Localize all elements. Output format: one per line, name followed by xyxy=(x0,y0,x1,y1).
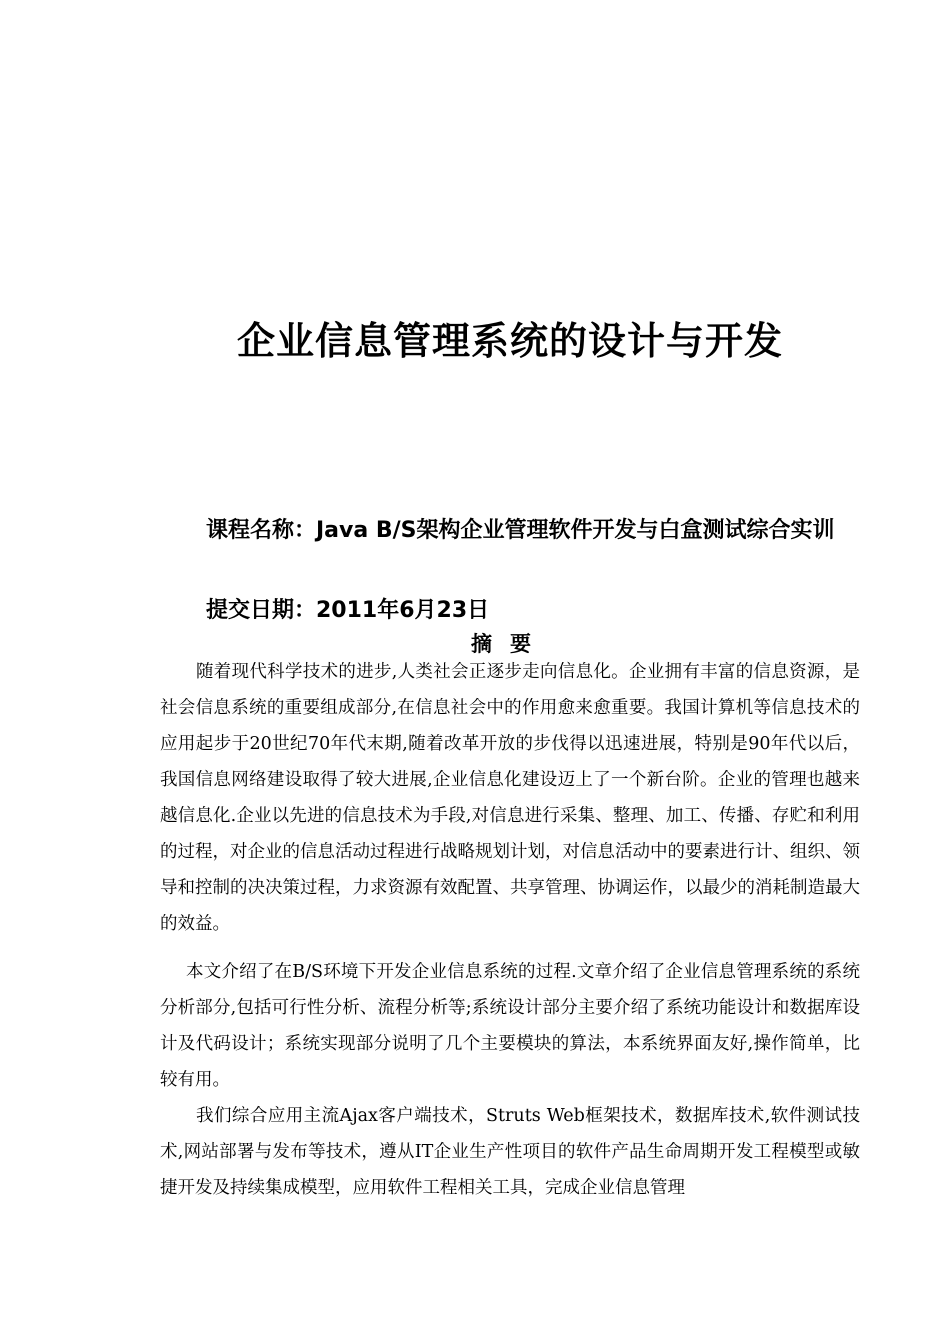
abstract-paragraph-2: 本文介绍了在B/S环境下开发企业信息系统的过程.文章介绍了企业信息管理系统的系统分析部分,包括可行性分析、流程分析等;系统设计部分主要介绍了系统功能设计和数据库设计及代码设计；系统实现部分说明了几个主要模块的算法，本系统界面友好,操作简单，比较有用。 xyxy=(160,962,860,1090)
abstract-paragraph-1: 随着现代科学技术的进步,人类社会正逐步走向信息化。企业拥有丰富的信息资源，是社会信息系统的重要组成部分,在信息社会中的作用愈来愈重要。我国计算机等信息技术的应用起步于20世纪70年代末期,随着改革开放的步伐得以迅速进展，特别是90年代以后，我国信息网络建设取得了较大进展,企业信息化建设迈上了一个新台阶。企业的管理也越来越信息化.企业以先进的信息技术为手段,对信息进行采集、整理、加工、传播、存贮和利用的过程，对企业的信息活动过程进行战略规划计划，对信息活动中的要素进行计、组织、领导和控制的决决策过程，力求资源有效配置、共享管理、协调运作，以最少的消耗制造最大的效益。 xyxy=(160,662,860,934)
abstract-paragraph-3: 我们综合应用主流Ajax客户端技术，Struts Web框架技术，数据库技术,软件测试技术,网站部署与发布等技术，遵从IT企业生产性项目的软件产品生命周期开发工程模型或敏捷开发及持续集成模型，应用软件工程相关工具，完成企业信息管理 xyxy=(160,1106,860,1198)
submission-date-line: 提交日期：2011年6月23日 xyxy=(206,598,490,623)
abstract-heading: 摘要 xyxy=(471,632,549,656)
course-name-line: 课程名称：Java B/S架构企业管理软件开发与白盒测试综合实训 xyxy=(206,518,835,543)
document-title: 企业信息管理系统的设计与开发 xyxy=(236,319,783,363)
